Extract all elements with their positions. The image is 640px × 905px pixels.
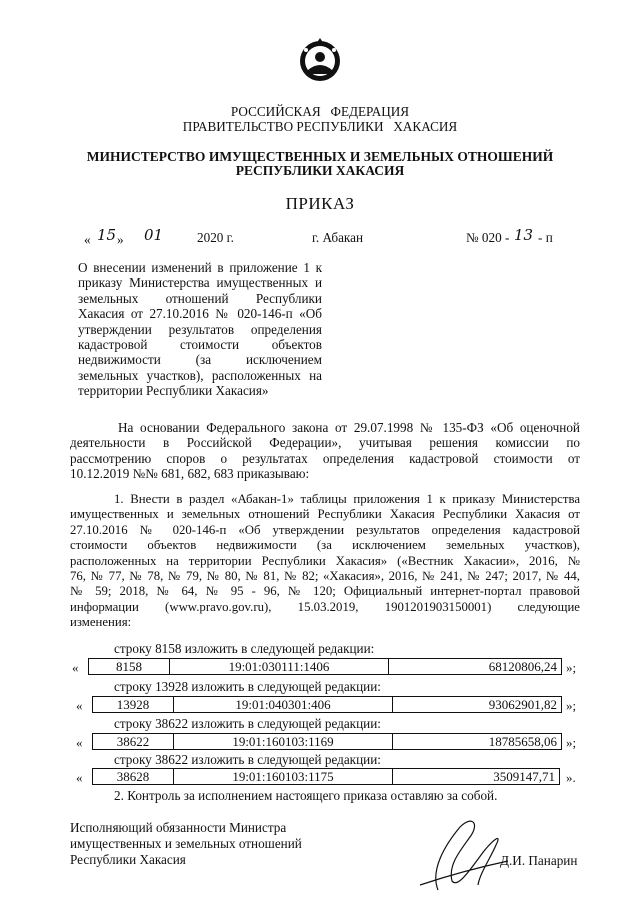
item1-line: информации (www.pravo.gov.ru), 15.03.2019, 1901201903150001) следующие — [70, 599, 580, 614]
item1-line: имущественных и земельных отношений Республики Хакасия Республики Хакасия от — [70, 507, 580, 522]
subject-line: земельных отношений Республики — [78, 290, 322, 306]
cadastral-row-table — [92, 768, 560, 785]
subject-line: Хакасия от 27.10.2016 № 020-146-п «Об — [78, 306, 322, 322]
item1-line: 76, № 77, № 78, № 79, № 80, № 81, № 82; «Хакасия», 2016, № 241, № 247; 2017, № 44, — [70, 568, 580, 583]
date-line — [84, 226, 584, 248]
subject-block — [78, 260, 322, 399]
date-quote-open: « — [84, 232, 91, 247]
basis-line: деятельности в Российской Федерации», учитывая решения комиссии по — [70, 435, 580, 451]
row-quote-open: « — [72, 660, 79, 675]
subject-line: О внесении изменений в приложение 1 к — [78, 260, 322, 275]
header-country: РОССИЙСКАЯ ФЕДЕРАЦИЯ — [230, 104, 410, 119]
item1-line: стоимости объектов недвижимости (за исключением земельных участков), — [70, 538, 580, 553]
table-row — [93, 734, 562, 750]
ministry-title-line2: РЕСПУБЛИКИ ХАКАСИЯ — [235, 163, 405, 178]
row-number: 38622 — [93, 734, 174, 750]
city: г. Абакан — [312, 230, 364, 245]
basis-line: рассмотрению споров о результатах определения кадастровой стоимости от — [70, 450, 580, 466]
subject-line: утверждении результатов определения — [78, 321, 322, 337]
row-caption: строку 8158 изложить в следующей редакции: — [114, 641, 375, 656]
subject-line: земельных участков), расположенных на — [78, 367, 322, 383]
item1-paragraph — [70, 492, 580, 631]
row-quote-open: « — [76, 735, 83, 750]
date-quote-close: » — [117, 232, 124, 247]
item2-paragraph: 2. Контроль за исполнением настоящего приказа оставляю за собой. — [114, 788, 498, 803]
table-row — [89, 659, 562, 675]
order-number-suffix: - п — [538, 230, 553, 245]
row-cadastral-value: 93062901,82 — [393, 697, 562, 713]
subject-line: кадастровой стоимости объектов — [78, 336, 322, 352]
row-cadastral-value: 68120806,24 — [389, 659, 562, 675]
item1-line: расположенных на территории Республики Хакасия» («Вестник Хакасии», 2016, № — [70, 553, 580, 568]
row-number: 13928 — [93, 697, 174, 713]
basis-line: На основании Федерального закона от 29.07.1998 № 135-ФЗ «Об оценочной — [118, 420, 580, 435]
document-type: ПРИКАЗ — [285, 194, 355, 213]
row-caption: строку 38622 изложить в следующей редакции: — [114, 716, 381, 731]
signature-position-line: Исполняющий обязанности Министра — [70, 820, 287, 835]
cadastral-row-table — [92, 733, 562, 750]
signature-position-line: Республики Хакасия — [70, 852, 186, 867]
basis-paragraph — [70, 420, 580, 482]
header-government: ПРАВИТЕЛЬСТВО РЕСПУБЛИКИ ХАКАСИЯ — [182, 119, 458, 134]
signature-scribble — [400, 815, 510, 895]
row-number: 8158 — [89, 659, 170, 675]
cadastral-row-table — [92, 696, 562, 713]
row-caption: строку 13928 изложить в следующей редакции: — [114, 679, 381, 694]
row-cadastral-value: 3509147,71 — [393, 769, 560, 785]
subject-line: приказу Министерства имущественных и — [78, 275, 322, 291]
row-quote-close: »; — [566, 698, 577, 713]
order-number-prefix: № 020 - — [466, 230, 510, 245]
row-cadastral-number: 19:01:160103:1169 — [174, 734, 393, 750]
signature-position — [70, 820, 302, 868]
row-cadastral-number: 19:01:160103:1175 — [174, 769, 393, 785]
item1-line: 1. Внести в раздел «Абакан-1» таблицы приложения 1 к приказу Министерства — [114, 492, 580, 506]
date-month: 01 — [144, 226, 164, 244]
item1-line: 27.10.2016 № 020-146-п «Об утверждении результатов определения кадастровой — [70, 522, 580, 537]
row-quote-close: »; — [566, 660, 577, 675]
item1-line: № 59; 2018, № 64, № 95 - 96, № 120; Официальный интернет-портал правовой — [70, 584, 580, 599]
date-year: 2020 г. — [197, 230, 234, 245]
ministry-title-line1: МИНИСТЕРСТВО ИМУЩЕСТВЕННЫХ И ЗЕМЕЛЬНЫХ ОТНОШЕНИЙ — [86, 149, 554, 164]
subject-line: недвижимости (за исключением — [78, 352, 322, 368]
row-quote-open: « — [76, 770, 83, 785]
subject-line: территории Республики Хакасия» — [78, 383, 269, 399]
row-quote-close: »; — [566, 735, 577, 750]
row-cadastral-number: 19:01:030111:1406 — [170, 659, 389, 675]
item1-line: изменения: — [70, 615, 132, 630]
coat-of-arms-icon — [298, 36, 342, 86]
basis-line: 10.12.2019 №№ 681, 682, 683 приказываю: — [70, 466, 310, 482]
table-row — [93, 697, 562, 713]
row-cadastral-number: 19:01:040301:406 — [174, 697, 393, 713]
date-day: 15 — [97, 226, 117, 244]
order-number-hand: 13 — [514, 226, 534, 244]
signature-position-line: имущественных и земельных отношений — [70, 836, 302, 851]
row-quote-open: « — [76, 698, 83, 713]
row-number: 38628 — [93, 769, 174, 785]
row-cadastral-value: 18785658,06 — [393, 734, 562, 750]
table-row — [93, 769, 560, 785]
signature-name: Д.И. Панарин — [500, 853, 578, 868]
row-quote-close: ». — [566, 770, 576, 785]
cadastral-row-table — [88, 658, 562, 675]
row-caption: строку 38622 изложить в следующей редакции: — [114, 752, 381, 767]
